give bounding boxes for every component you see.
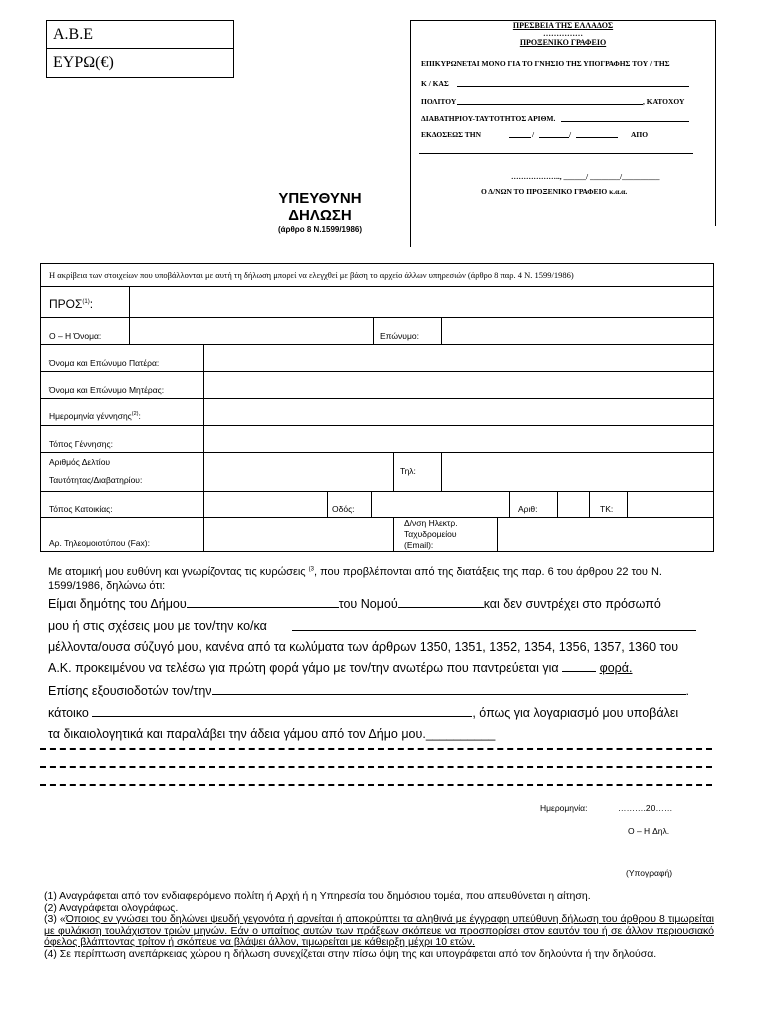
issued-by-label: ΑΠΟ — [631, 130, 649, 139]
title-line-2: ΔΗΛΩΣΗ — [288, 207, 352, 224]
birthplace-field[interactable] — [203, 426, 713, 452]
email-label-1: Δ/νση Ηλεκτρ. — [404, 518, 458, 528]
declarant-label: Ο – Η Δηλ. — [628, 826, 670, 836]
passport-id-label: ΔΙΑΒΑΤΗΡΙΟΥ-ΤΑΥΤΟΤΗΤΟΣ ΑΡΙΘΜ. — [421, 114, 556, 123]
date-value: ……….20…… — [618, 803, 673, 813]
declaration-line-3: μέλλοντα/ουσα σύζυγό μου, κανένα από τα κωλύματα των άρθρων 1350, 1351, 1352, 1354, 1356, 1357, 1360 του — [48, 640, 679, 654]
extra-line-1[interactable] — [40, 748, 712, 750]
issue-day-rule — [509, 137, 531, 138]
fax-field[interactable] — [203, 518, 394, 551]
footnote-4: (4) Σε περίπτωση ανεπάρκειας χώρου η δήλωση συνεχίζεται στην πίσω όψη της και υπογράφεται από τον δηλούντα ή την δηλούσα. — [44, 947, 657, 960]
personal-details-table — [40, 263, 714, 552]
number-label: Αριθ: — [518, 504, 538, 514]
id-number-field[interactable] — [203, 453, 394, 491]
declaration-line-4: Α.Κ. προκειμένου να τελέσω για πρώτη φορά γάμο με τον/την ανωτέρω που παντρεύεται για φορά. — [48, 661, 633, 675]
mr-mrs-rule — [457, 86, 689, 87]
email-label-2: Ταχυδρομείου — [404, 529, 457, 539]
footnotes — [44, 891, 714, 960]
fee-box — [46, 20, 234, 78]
phone-label-cell — [393, 453, 442, 491]
consul-signature-label: Ο Δ/ΝΩΝ ΤΟ ΠΡΟΞΕΝΙΚΟ ΓΡΑΦΕΙΟ κ.α.α. — [481, 187, 628, 196]
residence-row — [41, 491, 713, 517]
father-name-label: Όνομα και Επώνυμο Πατέρα: — [49, 358, 160, 368]
place-date-line: ……………….., ______/ ________/__________ — [511, 172, 660, 181]
id-number-label-2: Ταυτότητας/Διαβατηρίου: — [49, 475, 143, 485]
declaration-intro-line-2: 1599/1986, δηλώνω ότι: — [48, 580, 166, 592]
phone-field[interactable] — [441, 453, 713, 491]
issuer-rule — [419, 153, 693, 154]
signature-label: (Υπογραφή) — [626, 868, 673, 878]
mother-name-label: Όνομα και Επώνυμο Μητέρας: — [49, 385, 165, 395]
date-label: Ημερομηνία: — [540, 803, 588, 813]
extra-line-2[interactable] — [40, 766, 712, 768]
issued-on-label: ΕΚΔΟΣΕΩΣ ΤΗΝ — [421, 130, 481, 139]
birthdate-row — [41, 398, 713, 425]
email-label-cell — [393, 518, 498, 551]
surname-field[interactable] — [441, 318, 713, 344]
surname-label: Επώνυμο: — [380, 331, 419, 341]
footnote-1: (1) Αναγράφεται από τον ενδιαφερόμενο πολίτη ή Αρχή ή η Υπηρεσία του δημόσιου τομέα, που απευθύνεται η αίτηση. — [44, 890, 591, 902]
holder-label: , ΚΑΤΟΧΟΥ — [643, 97, 685, 106]
mr-mrs-label: Κ / ΚΑΣ — [421, 79, 449, 88]
consulate-stamp-box: ΠΡΕΣΒΕΙΑ ΤΗΣ ΕΛΛΑΔΟΣ …………… ΠΡΟΞΕΝΙΚΟ ΓΡΑΦΕΙΟ ΕΠΙΚΥΡΩΝΕΤΑΙ ΜΟΝΟ ΓΙΑ ΤΟ ΓΝΗΣΙΟ ΤΗΣ ΥΠΟΓΡΑΦΗΣ ΤΟΥ / ΤΗΣ Κ / ΚΑΣ ΠΟΛΙΤΟΥ , ΚΑΤΟΧΟΥ ΔΙΑΒΑΤΗΡΙΟΥ-ΤΑΥΤΟΤΗΤΟΣ ΑΡΙΘΜ. ΕΚΔΟΣΕΩΣ ΤΗΝ / / ΑΠΟ ……………….., ______/ ________/__________ Ο Δ/ΝΩΝ ΤΟ ΠΡΟΞΕΝΙΚΟ ΓΡΑΦΕΙΟ κ.α.α. — [410, 20, 716, 226]
fax-email-row — [41, 517, 713, 551]
footnote-3: (3) «Όποιος εν γνώσει του δηλώνει ψευδή γεγονότα ή αρνείται ή αποκρύπτει τα αληθινά με έγγραφη υπεύθυνη δήλωση του άρθρου 8 τιμωρείται με φυλάκιση τουλάχιστον τριών μηνών. Εάν ο υπαίτιος αυτών των πράξεων σκόπευε να προσπορίσει στον εαυτόν του ή σε άλλον περιουσιακό όφελος βλάπτοντας τρίτον ή σκόπευε να βλάψει άλλον, τιμωρείται με κάθειρξη μέχρι 10 ετών. — [44, 913, 715, 948]
number-label-cell — [509, 492, 558, 517]
postcode-label-cell — [589, 492, 628, 517]
citizen-rule — [457, 104, 643, 105]
number-field[interactable] — [557, 492, 590, 517]
issue-year-rule — [576, 137, 618, 138]
father-name-field[interactable] — [203, 345, 713, 371]
first-name-label: Ο – Η Όνομα: — [49, 331, 102, 341]
prefecture-blank[interactable] — [398, 597, 484, 608]
surname-label-cell — [373, 318, 442, 344]
name-row — [41, 317, 713, 344]
issue-month-rule — [539, 137, 569, 138]
id-number-row — [41, 452, 713, 491]
title-line-1: ΥΠΕΥΘΥΝΗ — [278, 190, 362, 207]
declaration-line-1: Είμαι δημότης του Δήμου του Νομού και δεν συντρέχει στο πρόσωπό — [48, 597, 661, 611]
street-label-cell — [327, 492, 372, 517]
postcode-field[interactable] — [627, 492, 713, 517]
accuracy-note-row — [41, 264, 713, 286]
birthdate-field[interactable] — [203, 399, 713, 425]
marriage-count-blank[interactable] — [562, 661, 596, 672]
postcode-label: ΤΚ: — [600, 504, 614, 514]
embassy-dots: …………… — [543, 29, 583, 38]
authorized-person-blank[interactable] — [212, 684, 686, 695]
phone-label: Τηλ: — [400, 466, 416, 476]
document-title — [250, 190, 390, 234]
passport-id-rule — [561, 121, 689, 122]
consulate-box-edge — [410, 225, 411, 247]
declaration-line-6: κάτοικο , όπως για λογαριασμό μου υποβάλει — [48, 706, 679, 720]
declaration-line-2: μου ή στις σχέσεις μου με τον/την κο/κα — [48, 619, 267, 633]
residence-label: Τόπος Κατοικίας: — [49, 504, 113, 514]
certification-line: ΕΠΙΚΥΡΩΝΕΤΑΙ ΜΟΝΟ ΓΙΑ ΤΟ ΓΝΗΣΙΟ ΤΗΣ ΥΠΟΓΡΑΦΗΣ ΤΟΥ / ΤΗΣ — [421, 59, 670, 68]
recipient-label: ΠΡΟΣ$^{(1)}$: — [49, 297, 94, 311]
recipient-field[interactable] — [129, 287, 713, 317]
extra-line-3[interactable] — [40, 784, 712, 786]
birthplace-row — [41, 425, 713, 452]
birthplace-label: Τόπος Γέννησης: — [49, 439, 113, 449]
residence-field[interactable] — [203, 492, 328, 517]
citizen-label: ΠΟΛΙΤΟΥ — [421, 97, 457, 106]
first-name-field[interactable] — [129, 318, 374, 344]
recipient-row — [41, 286, 713, 317]
fee-currency: ΕΥΡΩ(€) — [47, 48, 233, 76]
spouse-name-blank[interactable] — [292, 630, 696, 631]
mother-row — [41, 371, 713, 398]
declaration-line-5: Επίσης εξουσιοδοτών τον/την . — [48, 684, 690, 698]
fee-code: Α.Β.Ε — [53, 26, 93, 43]
father-row — [41, 344, 713, 371]
fax-label: Αρ. Τηλεομοιοτύπου (Fax): — [49, 538, 150, 548]
id-number-label-1: Αριθμός Δελτίου — [49, 457, 111, 467]
municipality-blank[interactable] — [187, 597, 339, 608]
accuracy-note: Η ακρίβεια των στοιχείων που υποβάλλονται με αυτή τη δήλωση μπορεί να ελεγχθεί με βάση το αρχείο άλλων υπηρεσιών (άρθρο 8 παρ. 4 Ν. 1599/1986) — [49, 270, 574, 280]
title-law-reference: (άρθρο 8 Ν.1599/1986) — [277, 225, 363, 234]
residence-blank[interactable] — [92, 706, 472, 717]
street-label: Οδός: — [332, 504, 355, 514]
declaration-intro-line-1: Με ατομική μου ευθύνη και γνωρίζοντας τις κυρώσεις $^{(3}$, που προβλέπονται από της διατάξεις της παρ. 6 του άρθρου 22 του Ν. — [48, 566, 662, 578]
declaration-line-7: τα δικαιολογητικά και παραλάβει την άδεια γάμου από τον Δήμο μου.__________ — [48, 727, 496, 741]
mother-name-field[interactable] — [203, 372, 713, 398]
consular-office-heading: ΠΡΟΞΕΝΙΚΟ ΓΡΑΦΕΙΟ — [519, 38, 607, 47]
email-field[interactable] — [497, 518, 713, 551]
birthdate-label: Ημερομηνία γέννησης$^{(2)}$: — [49, 411, 141, 421]
footnote-2: (2) Αναγράφεται ολογράφως. — [44, 901, 179, 914]
street-field[interactable] — [371, 492, 510, 517]
embassy-heading: ΠΡΕΣΒΕΙΑ ΤΗΣ ΕΛΛΑΔΟΣ — [512, 21, 614, 30]
email-label-3: (Email): — [404, 540, 434, 550]
